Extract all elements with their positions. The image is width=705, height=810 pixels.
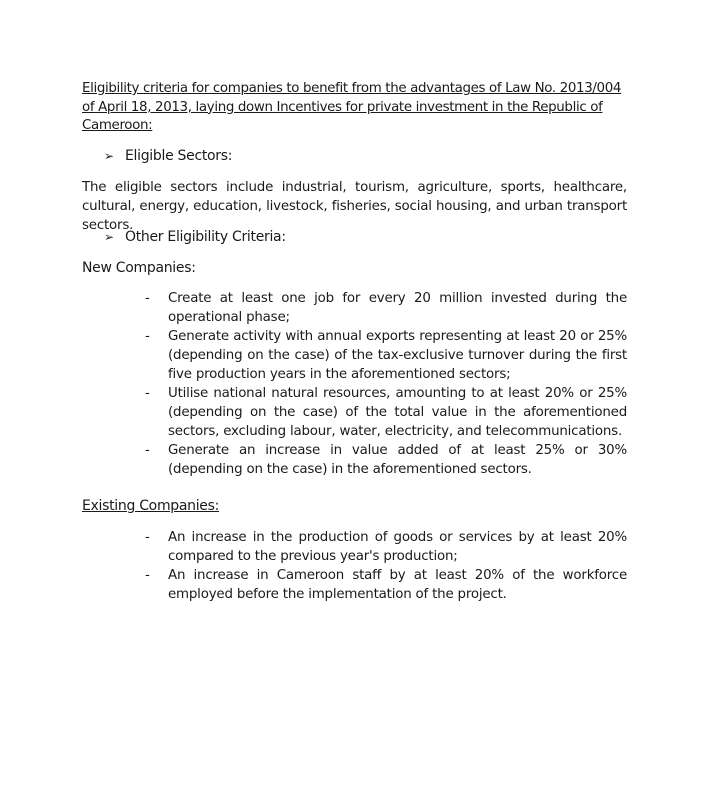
other-criteria-label: Other Eligibility Criteria: (125, 229, 286, 245)
list-item: - Generate an increase in value added of at least 25% or 30% (depending on the case) in the aforementioned sectors. (145, 443, 627, 477)
dash-marker: - (145, 329, 150, 344)
list-item: - An increase in Cameroon staff by at least 20% of the workforce employed before the implementation of the project. (145, 568, 627, 602)
dash-marker: - (145, 291, 150, 306)
dash-marker: - (145, 386, 150, 401)
existing-companies-list (145, 528, 627, 604)
new-companies-list (145, 289, 627, 479)
list-item: - Create at least one job for every 20 million invested during the operational phase; (145, 291, 627, 325)
eligible-sectors-heading (104, 147, 232, 165)
list-item: - Generate activity with annual exports representing at least 20 or 25% (depending on the case) of the tax-exclusive turnover during the first five production years in the aforementioned sectors; (145, 329, 627, 382)
eligible-sectors-label: Eligible Sectors: (125, 148, 233, 164)
list-item: - Utilise national natural resources, amounting to at least 20% or 25% (depending on the case) of the total value in the aforementioned sectors, excluding labour, water, electricity, and telecommunications. (145, 386, 627, 439)
arrowhead-bullet-icon: ➢ (104, 230, 114, 244)
existing-companies-heading: Existing Companies: (82, 498, 220, 514)
list-item: - An increase in the production of goods or services by at least 20% compared to the previous year's production; (145, 530, 627, 564)
arrowhead-bullet-icon: ➢ (104, 149, 114, 163)
dash-marker: - (145, 530, 150, 545)
new-companies-heading: New Companies: (82, 260, 196, 276)
document-title: Eligibility criteria for companies to benefit from the advantages of Law No. 2013/004 of April 18, 2013, laying down Incentives for private investment in the Republic of Cameroon: (82, 81, 622, 133)
dash-marker: - (145, 443, 150, 458)
eligible-sectors-text: The eligible sectors include industrial, tourism, agriculture, sports, healthcare, cultural, energy, education, livestock, fisheries, social housing, and urban transport sectors. (82, 180, 627, 233)
dash-marker: - (145, 568, 150, 583)
other-criteria-heading (104, 228, 286, 246)
